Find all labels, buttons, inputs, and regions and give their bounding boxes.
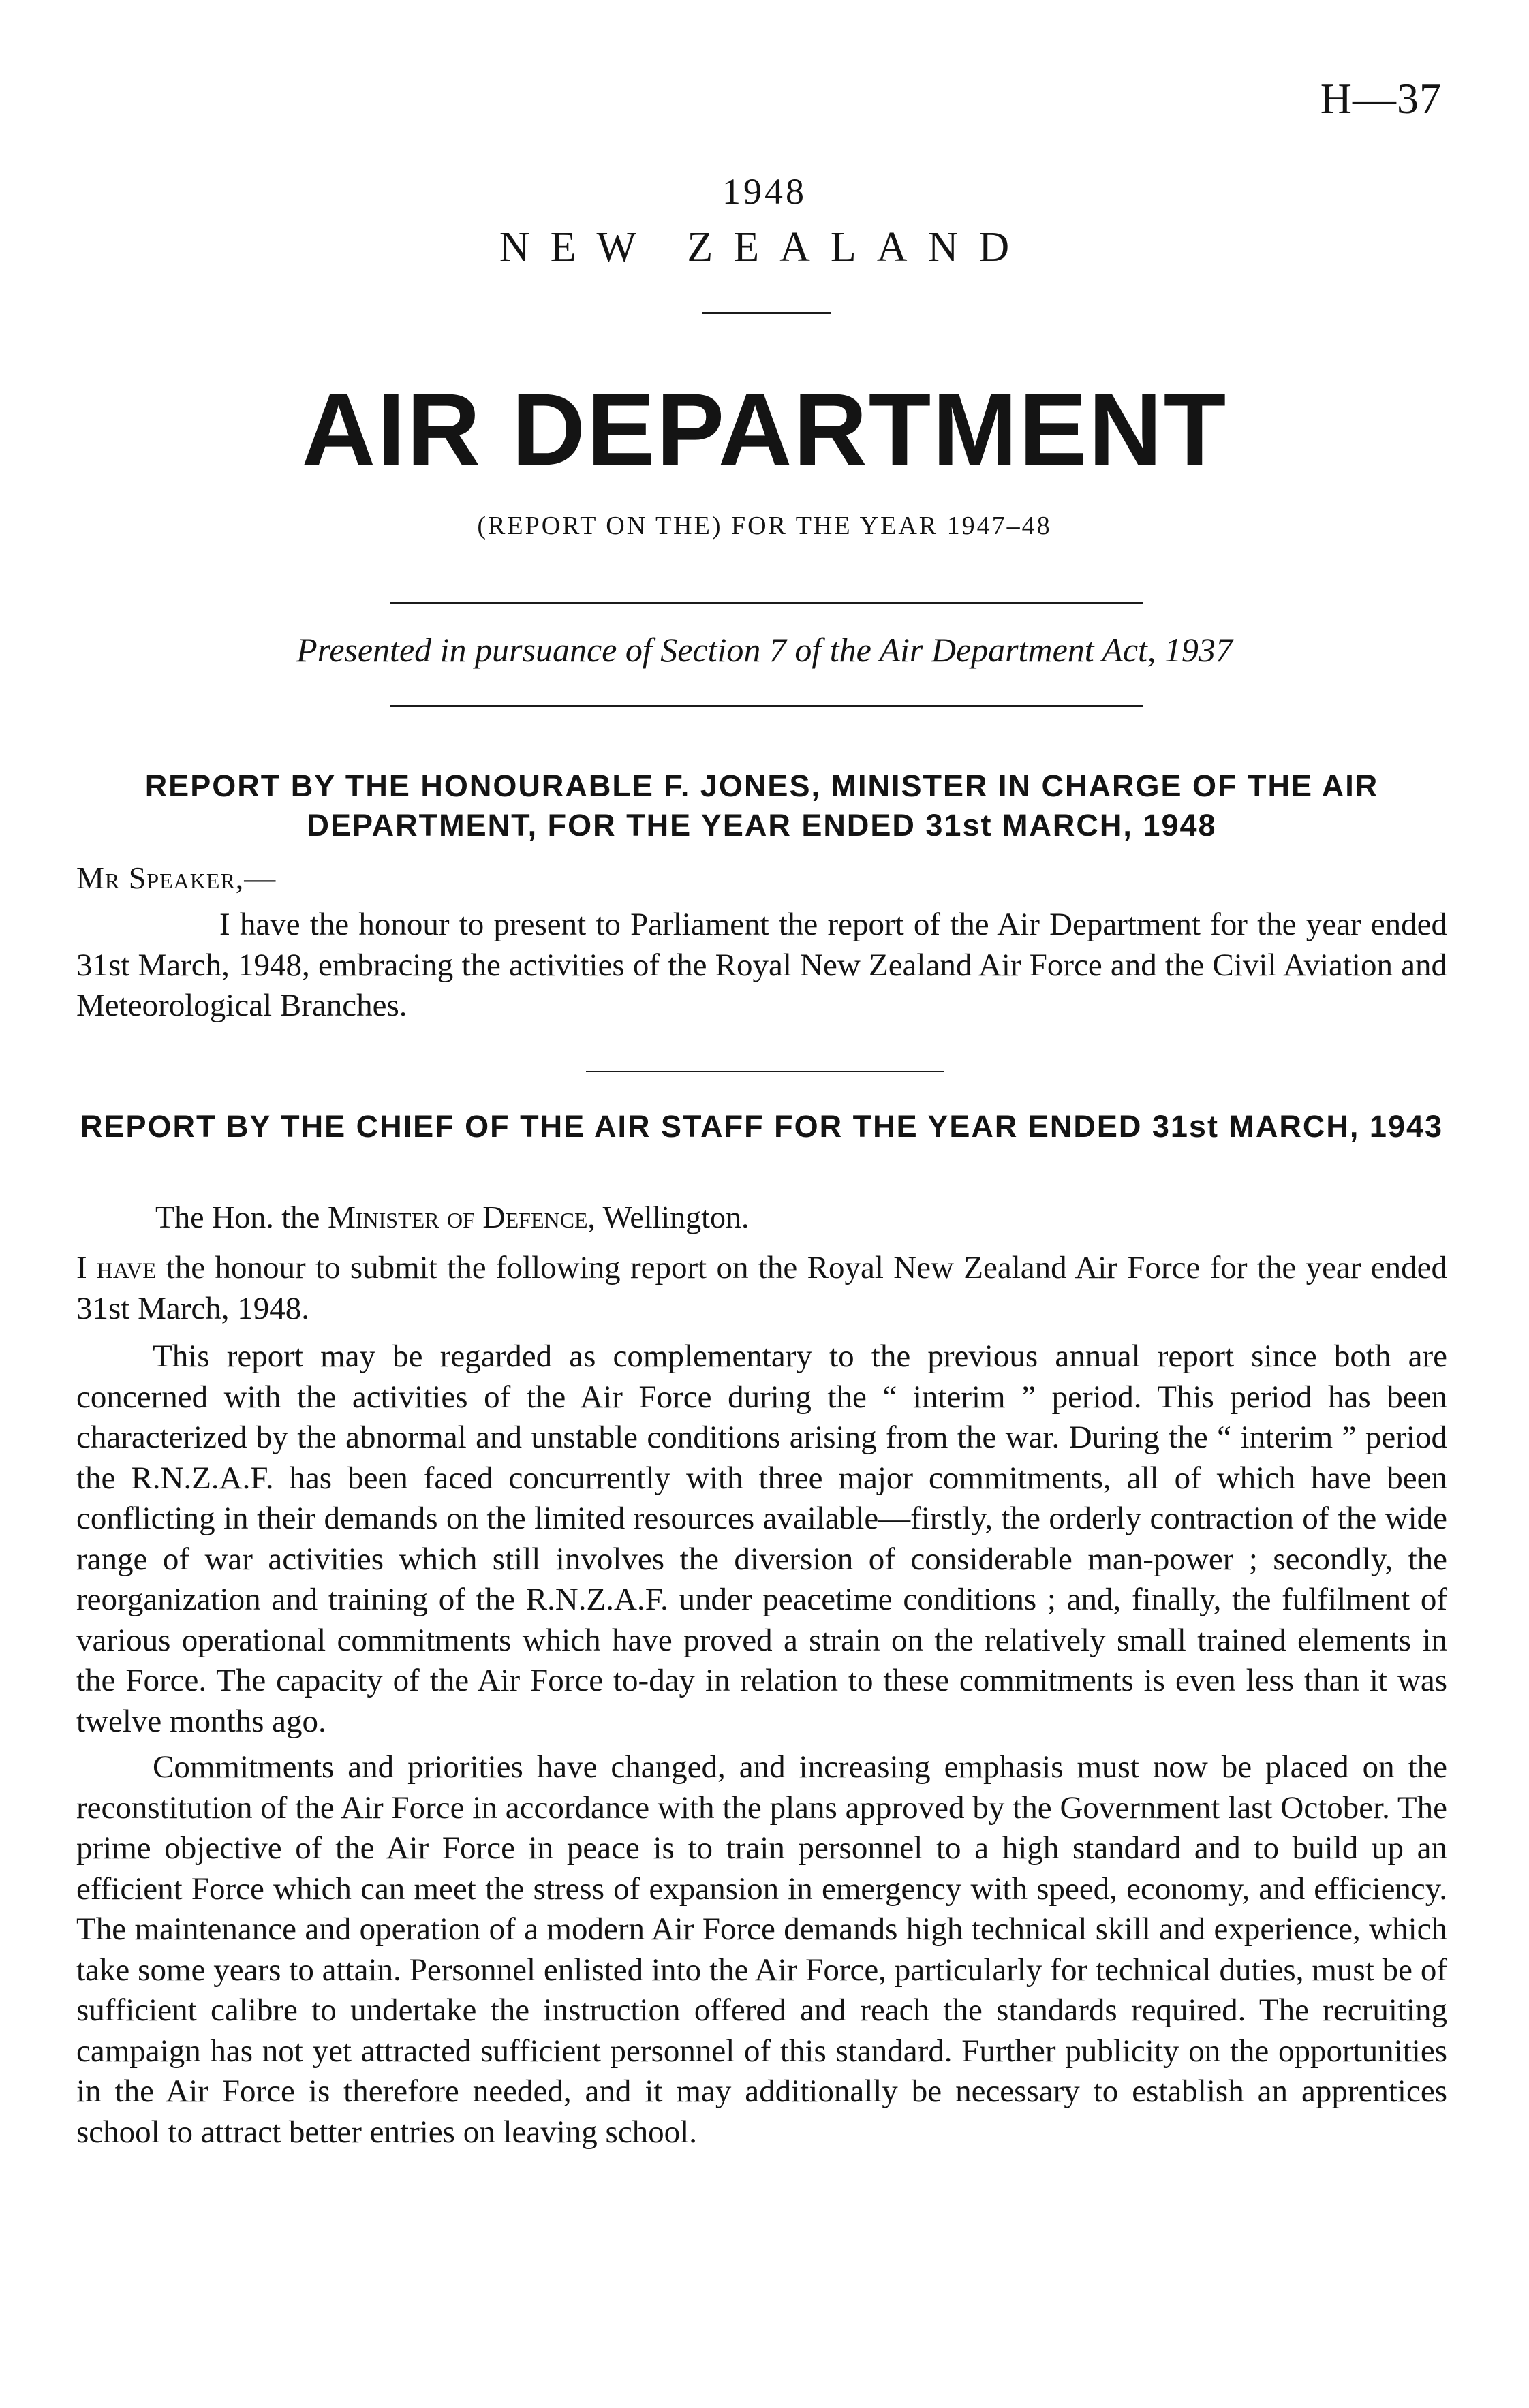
presented-divider-bottom [390, 705, 1143, 707]
addressee-prefix: The Hon. the [155, 1200, 328, 1234]
opening-lead: I have [76, 1250, 157, 1285]
publication-year: 1948 [722, 171, 807, 212]
presented-divider-top [390, 602, 1143, 604]
addressee-office: Minister of Defence [327, 1200, 588, 1234]
document-subtitle: (REPORT ON THE) FOR THE YEAR 1947–48 [477, 512, 1052, 540]
document-title: AIR DEPARTMENT [301, 372, 1228, 486]
interim-period-paragraph: This report may be regarded as complementary to the previous annual report since both are concerned with the activities of the Air Force during the “ interim ” period. This period has been characterized by the abnormal and unstable conditions arising from the war. During the “ interim ” period the R.N.Z.A.F. has been faced concurrently with three major commitments, all of which have been conflicting in their demands on the limited resources available—firstly, the orderly contraction of the wide range of war activities which still involves the diversion of considerable man-power ; secondly, the reorganization and training of the R.N.Z.A.F. under peacetime conditions ; and, finally, the fulfilment of various operational commitments which have proved a strain on the relatively small trained elements in the Force. The capacity of the Air Force to-day in relation to these commitments is even less than it was twelve months ago. [76, 1339, 1447, 1739]
presented-line: Presented in pursuance of Section 7 of the Air Department Act, 1937 [296, 631, 1233, 669]
salutation: Mr Speaker,— [76, 860, 277, 895]
minister-report-body: I have the honour to present to Parliament the report of the Air Department for the year ended 31st March, 1948, embracing the activities of the Royal New Zealand Air Force and the Civil Aviation and Meteorological Branches. [76, 907, 1447, 1023]
country-name: NEW ZEALAND [499, 224, 1030, 270]
title-divider-short [702, 312, 831, 314]
opening-paragraph [76, 1248, 1447, 1329]
addressee-suffix: , Wellington. [587, 1200, 750, 1234]
opening-rest: the honour to submit the following report on the Royal New Zealand Air Force for the year ended 31st March, 1948. [76, 1250, 1447, 1326]
chief-report-heading: REPORT BY THE CHIEF OF THE AIR STAFF FOR THE YEAR ENDED 31st MARCH, 1943 [80, 1109, 1444, 1144]
commitments-paragraph: Commitments and priorities have changed, and increasing emphasis must now be placed on the reconstitution of the Air Force in accordance with the plans approved by the Government last October. The prime objective of the Air Force in peace is to train personnel to a high standard and to build up an efficient Force which can meet the stress of expansion in emergency with speed, economy, and efficiency. The maintenance and operation of a modern Air Force demands high technical skill and experience, which take some years to attain. Personnel enlisted into the Air Force, particularly for technical duties, must be of sufficient calibre to undertake the instruction offered and reach the standards required. The recruiting campaign has not yet attracted sufficient personnel of this standard. Further publicity on the opportunities in the Air Force is therefore needed, and it may additionally be necessary to establish an apprentices school to attract better entries on leaving school. [76, 1749, 1447, 2150]
addressee-line [155, 1199, 749, 1235]
page-reference: H—37 [1320, 74, 1442, 123]
section-divider [586, 1071, 944, 1072]
minister-report-heading: REPORT BY THE HONOURABLE F. JONES, MINISTER IN CHARGE OF THE AIR DEPARTMENT, FOR THE YEAR ENDED 31st MARCH, 1948 [144, 768, 1379, 843]
